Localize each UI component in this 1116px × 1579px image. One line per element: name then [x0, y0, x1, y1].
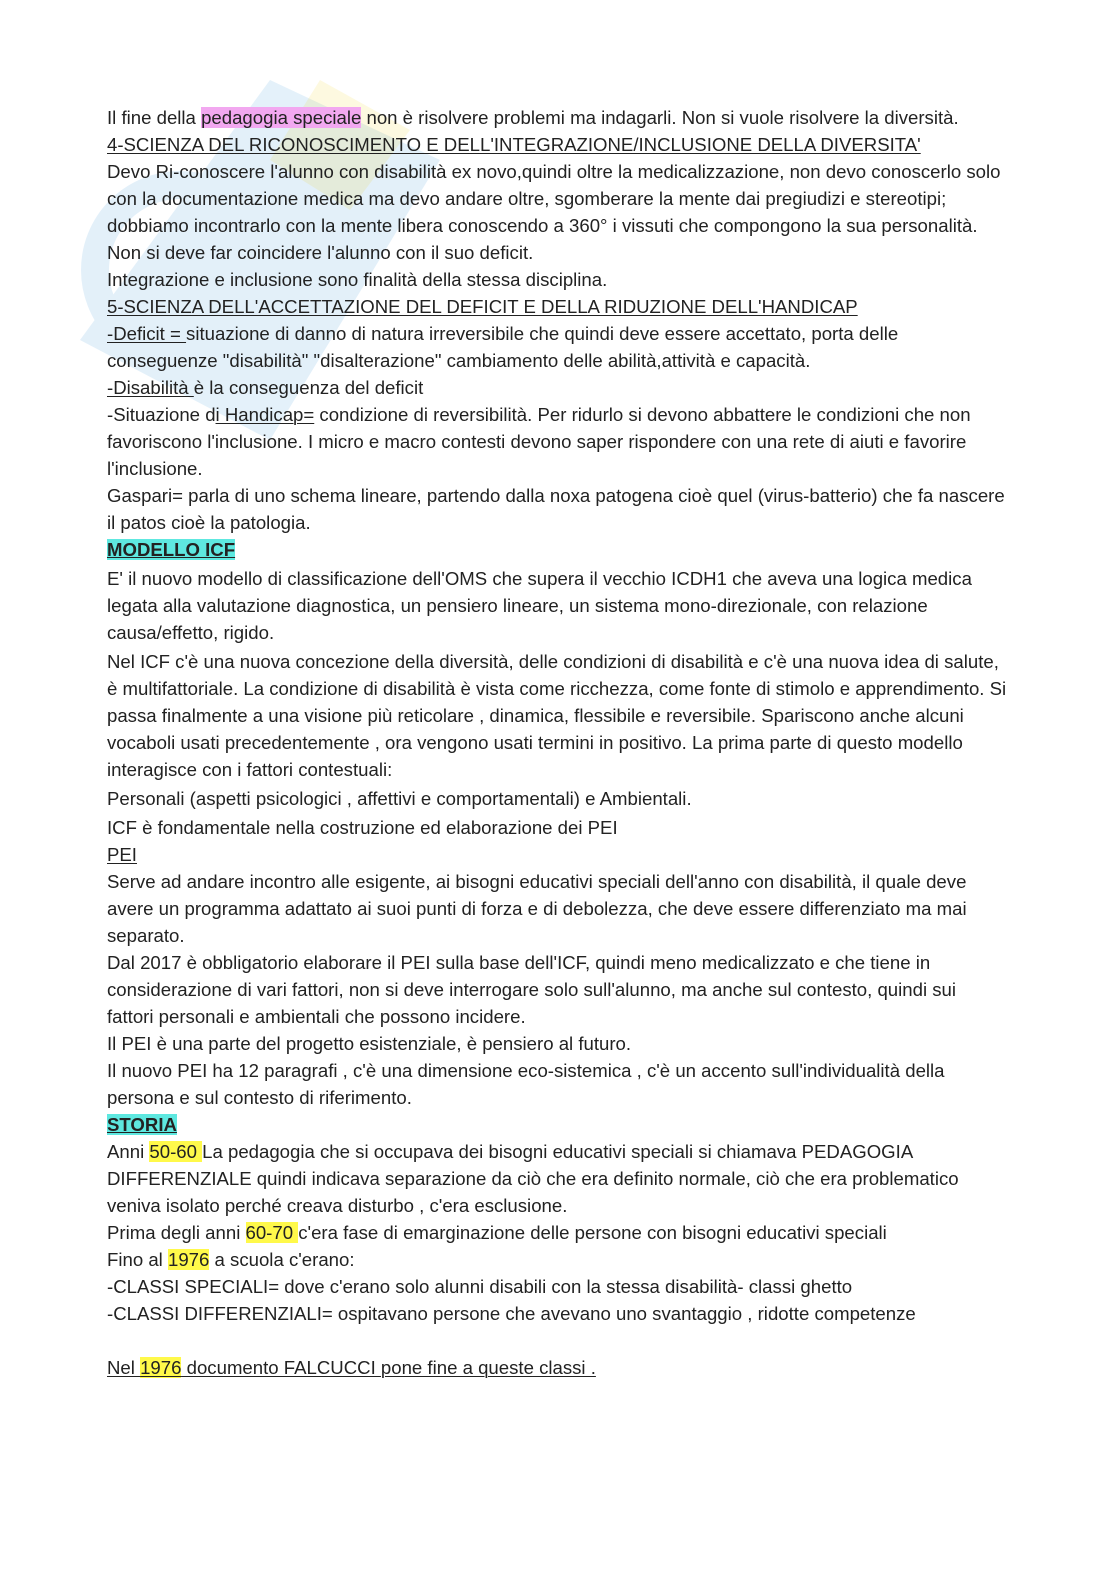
text-run: Nel ICF c'è una nuova concezione della diversità, delle condizioni di disabilità e c'è una nuova idea di salute, è multifattoriale. La condizione di disabilità è vista come ricchezza, come fonte di stimolo e apprendimento. Si passa finalmente a una visione più reticolare , dinamica, flessibile e reversibile. Spariscono anche alcuni vocaboli usati precedentemente , ora vengono usati termini in positivo. La prima parte di questo modello interagisce con i fattori contestuali: [107, 651, 1007, 780]
paragraph-p-icf1 [107, 565, 1007, 646]
text-run: -Deficit = [107, 323, 187, 344]
text-run: MODELLO ICF [107, 539, 236, 560]
text-run: Serve ad andare incontro alle esigente, ai bisogni educativi speciali dell'anno con disabilità, il quale deve avere un programma adattato ai suoi punti di forza e di debolezza, che deve essere differenziato ma mai separato. [107, 871, 967, 946]
paragraph-p-storia1 [107, 1138, 1007, 1219]
text-run: a scuola c'erano: [209, 1249, 355, 1270]
text-run: 4-SCIENZA DEL RICONOSCIMENTO E DELL'INTEGRAZIONE/INCLUSIONE DELLA DIVERSITA' [107, 134, 921, 155]
paragraph-p-pei2 [107, 949, 1007, 1030]
document-page [107, 104, 1007, 1381]
paragraph-p-gaspari [107, 482, 1007, 536]
paragraph-p-storia4 [107, 1273, 1007, 1300]
text-run: Non si deve far coincidere l'alunno con il suo deficit. [107, 242, 534, 263]
paragraph-p-pei1 [107, 868, 1007, 949]
text-run: PEI [107, 844, 137, 865]
text-run: 5-SCIENZA DELL'ACCETTAZIONE DEL DEFICIT E DELLA RIDUZIONE DELL'HANDICAP [107, 296, 858, 317]
text-run: Anni [107, 1141, 150, 1162]
paragraph-p-coincidere [107, 239, 1007, 266]
text-run: condizione di reversibilità. Per ridurlo si devono abbattere le condizioni che non favoriscono l'inclusione. I micro e macro contesti devono saper rispondere con una rete di aiuti e favorire l'inclusione. [107, 404, 971, 479]
text-run: Il nuovo PEI ha 12 paragrafi , c'è una dimensione eco-sistemica , c'è un accento sull'individualità della persona e sul contesto di riferimento. [107, 1060, 945, 1108]
paragraph-p-pei4 [107, 1057, 1007, 1111]
text-run: Il PEI è una parte del progetto esistenziale, è pensiero al futuro. [107, 1033, 632, 1054]
paragraph-p-falcucci [107, 1354, 1007, 1381]
text-run: i Handicap= [215, 404, 315, 425]
text-run: non è risolvere problemi ma indagarli. Non si vuole risolvere la diversità. [361, 107, 959, 128]
paragraph-p-riconoscere [107, 158, 1007, 239]
text-run: -Situazione d [107, 404, 216, 425]
paragraph-intro [107, 104, 1007, 131]
paragraph-p-integrazione [107, 266, 1007, 293]
paragraph-p-icf2 [107, 648, 1007, 783]
text-run: documento FALCUCCI pone fine a queste classi . [181, 1357, 596, 1378]
paragraph-p-disabilita [107, 374, 1007, 401]
text-run: La pedagogia che si occupava dei bisogni educativi speciali si chiamava PEDAGOGIA DIFFERENZIALE quindi indicava separazione da ciò che era definito normale, ciò che era problematico veniva isolato perché creava disturbo , c'era esclusione. [107, 1141, 959, 1216]
paragraph-h-storia [107, 1111, 1007, 1138]
paragraph-p-storia5 [107, 1300, 1007, 1327]
text-run: 1976 [167, 1249, 210, 1270]
text-run: ICF è fondamentale nella costruzione ed elaborazione dei PEI [107, 817, 618, 838]
paragraph-h-pei [107, 841, 1007, 868]
text-run: è la conseguenza del deficit [193, 377, 424, 398]
text-run: Gaspari= parla di uno schema lineare, partendo dalla noxa patogena cioè quel (virus-batterio) che fa nascere il patos cioè la patologia. [107, 485, 1005, 533]
text-run: STORIA [107, 1114, 177, 1135]
text-run: E' il nuovo modello di classificazione dell'OMS che supera il vecchio ICDH1 che aveva una logica medica legata alla valutazione diagnostica, un pensiero lineare, un sistema mono-direzionale, con relazione causa/effetto, rigido. [107, 568, 972, 643]
text-run: Devo Ri-conoscere l'alunno con disabilità ex novo,quindi oltre la medicalizzazione, non devo conoscerlo solo con la documentazione medica ma devo andare oltre, sgomberare la mente dai pregiudizi e stereotipi; dobbiamo incontrarlo con la mente libera conoscendo a 360° i vissuti che compongono la sua personalità. [107, 161, 1001, 236]
paragraph-p-handicap [107, 401, 1007, 482]
text-run: Prima degli anni [107, 1222, 246, 1243]
text-run: -Disabilità [107, 377, 194, 398]
text-run: Personali (aspetti psicologici , affettivi e comportamentali) e Ambientali. [107, 788, 692, 809]
text-run: Fino al [107, 1249, 168, 1270]
paragraph-p-icf4 [107, 814, 1007, 841]
text-run: Il fine della [107, 107, 202, 128]
text-run: Nel [107, 1357, 141, 1378]
text-run: Integrazione e inclusione sono finalità della stessa disciplina. [107, 269, 608, 290]
paragraph-h5 [107, 293, 1007, 320]
paragraph-p-storia2 [107, 1219, 1007, 1246]
text-run: situazione di danno di natura irreversibile che quindi deve essere accettato, porta delle conseguenze "disabilità" "disalterazione" cambiamento delle abilità,attività e capacità. [107, 323, 899, 371]
text-run: 50-60 [149, 1141, 203, 1162]
paragraph-p-deficit [107, 320, 1007, 374]
paragraph-h-icf [107, 536, 1007, 563]
text-run: -CLASSI SPECIALI= dove c'erano solo alunni disabili con la stessa disabilità- classi ghetto [107, 1276, 853, 1297]
paragraph-p-pei3 [107, 1030, 1007, 1057]
text-run: 1976 [140, 1357, 182, 1378]
text-run: Dal 2017 è obbligatorio elaborare il PEI sulla base dell'ICF, quindi meno medicalizzato e che tiene in considerazione di vari fattori, non si deve interrogare solo sull'alunno, ma anche sul contesto, quindi sui fattori personali e ambientali che possono incidere. [107, 952, 957, 1027]
text-run: 60-70 [245, 1222, 299, 1243]
paragraph-p-icf3 [107, 785, 1007, 812]
text-run: c'era fase di emarginazione delle persone con bisogni educativi speciali [298, 1222, 887, 1243]
text-run: pedagogia speciale [201, 107, 362, 128]
paragraph-h4 [107, 131, 1007, 158]
text-run: -CLASSI DIFFERENZIALI= ospitavano persone che avevano uno svantaggio , ridotte competenze [107, 1303, 916, 1324]
paragraph-p-storia3 [107, 1246, 1007, 1273]
